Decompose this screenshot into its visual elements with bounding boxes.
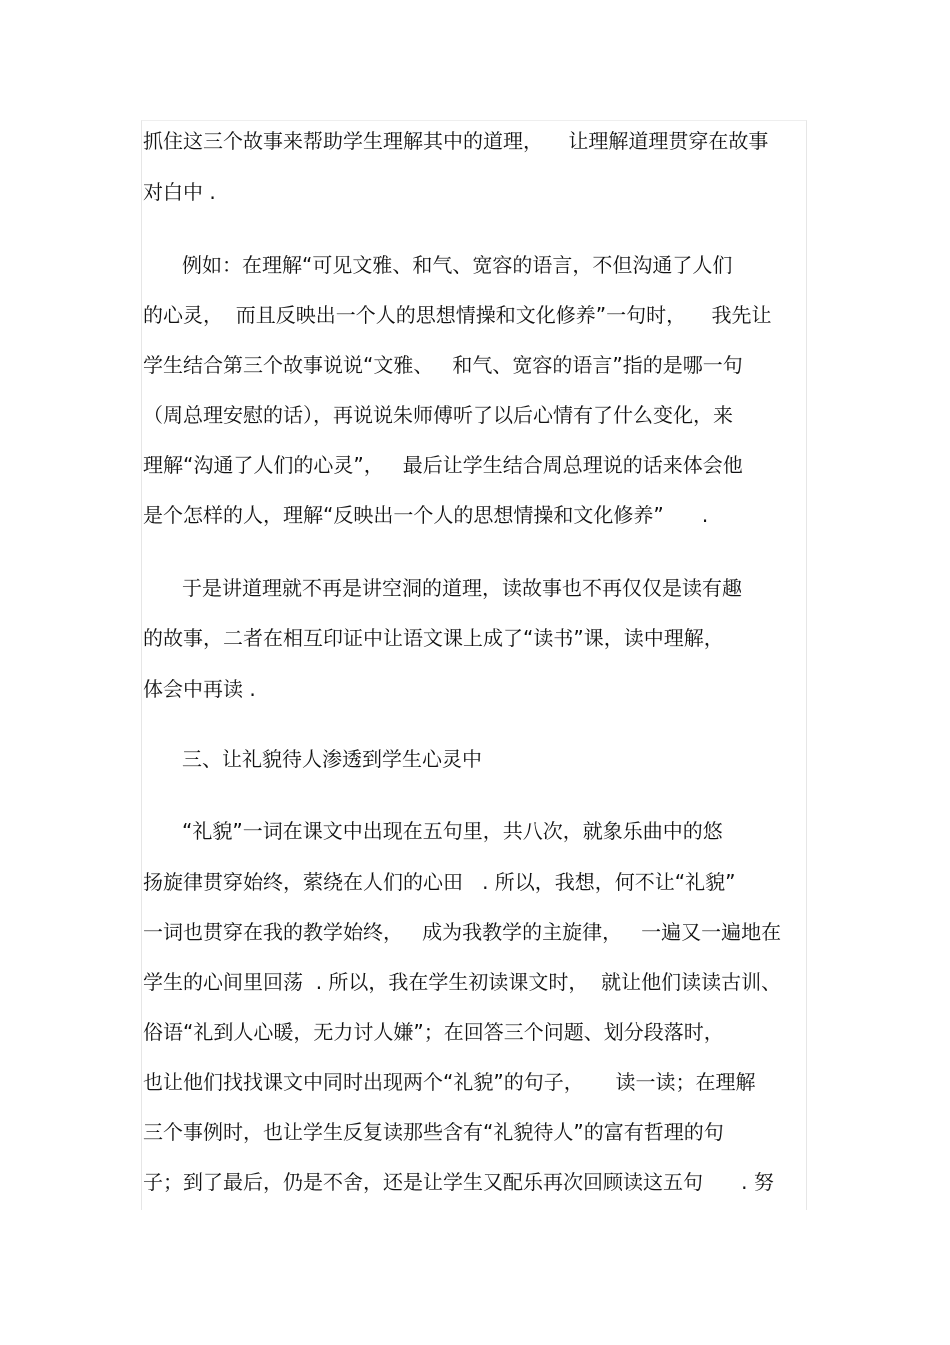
text-line: 是个怎样的人，理解“反映出一个人的思想情操和文化修养” . bbox=[143, 503, 709, 527]
text-line: “礼貌”一词在课文中出现在五句里，共八次，就象乐曲中的悠 bbox=[182, 819, 723, 843]
text-line: 抓住这三个故事来帮助学生理解其中的道理， 让理解道理贯穿在故事 bbox=[143, 129, 769, 153]
text-line: 子；到了最后，仍是不舍，还是让学生又配乐再次回顾读这五句 . 努 bbox=[143, 1170, 774, 1194]
text-line: 一词也贯穿在我的教学始终， 成为我教学的主旋律， 一遍又一遍地在 bbox=[143, 920, 782, 944]
text-line: 俗语“礼到人心暖，无力讨人嫌”；在回答三个问题、划分段落时， bbox=[143, 1020, 724, 1044]
text-line: 的心灵， 而且反映出一个人的思想情操和文化修养”一句时， 我先让 bbox=[143, 303, 772, 327]
text-line: 理解“沟通了人们的心灵”， 最后让学生结合周总理说的话来体会他 bbox=[143, 453, 743, 477]
text-line: 的故事，二者在相互印证中让语文课上成了“读书”课，读中理解， bbox=[143, 626, 724, 650]
text-line: 学生的心间里回荡 . 所以，我在学生初读课文时， 就让他们读读古训、 bbox=[143, 970, 782, 994]
text-line: （周总理安慰的话），再说说朱师傅听了以后心情有了什么变化，来 bbox=[143, 403, 733, 427]
text-line: 例如：在理解“可见文雅、和气、宽容的语言，不但沟通了人们 bbox=[182, 253, 733, 277]
text-line: 体会中再读 . bbox=[143, 677, 256, 701]
section-heading: 三、让礼貌待人渗透到学生心灵中 bbox=[182, 747, 482, 771]
text-line: 对白中 . bbox=[143, 180, 216, 204]
text-line: 学生结合第三个故事说说“文雅、 和气、宽容的语言”指的是哪一句 bbox=[143, 353, 743, 377]
page-frame bbox=[141, 120, 807, 1210]
text-line: 三个事例时，也让学生反复读那些含有“礼貌待人”的富有哲理的句 bbox=[143, 1120, 724, 1144]
text-line: 于是讲道理就不再是讲空洞的道理，读故事也不再仅仅是读有趣 bbox=[182, 576, 742, 600]
text-line: 扬旋律贯穿始终，萦绕在人们的心田 . 所以，我想，何不让“礼貌” bbox=[143, 870, 736, 894]
text-line: 也让他们找找课文中同时出现两个“礼貌”的句子， 读一读；在理解 bbox=[143, 1070, 756, 1094]
